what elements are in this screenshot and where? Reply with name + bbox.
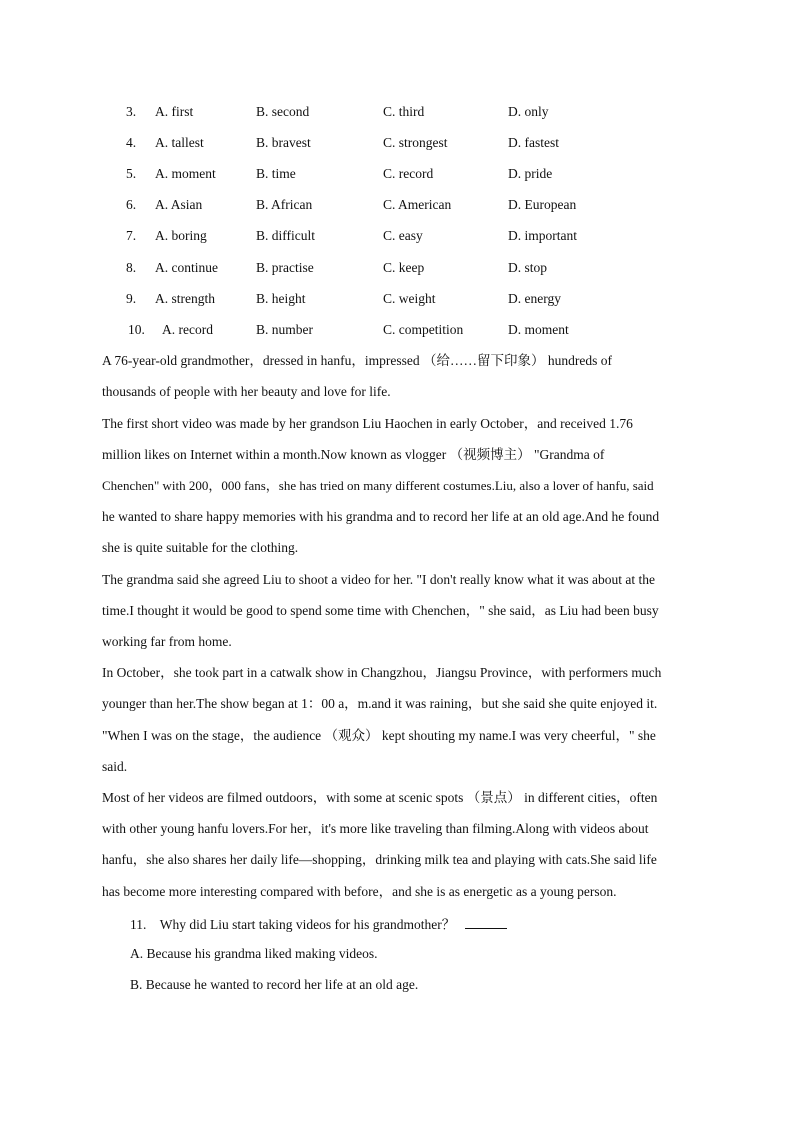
passage-line: time.I thought it would be good to spend some time with Chenchen，" she said，as Liu had been busy [102, 603, 659, 618]
question-11 [130, 914, 507, 934]
option-d: D. pride [508, 166, 553, 181]
option-a: A. Asian [155, 197, 203, 212]
option-c: C. competition [383, 322, 464, 337]
passage-line: he wanted to share happy memories with his grandma and to record her life at an old age.And he found [102, 509, 660, 524]
passage-line: The first short video was made by her grandson Liu Haochen in early October，and received 1.76 [102, 416, 633, 431]
option-c: C. American [383, 197, 452, 212]
passage-line: million likes on Internet within a month.Now known as vlogger （视频博主） "Grandma of [102, 447, 605, 462]
question-number: 7. [126, 228, 137, 243]
option-a: A. boring [155, 228, 207, 243]
option-d: D. fastest [508, 135, 559, 150]
option-d: D. stop [508, 260, 548, 275]
answer-option-b: B. Because he wanted to record her life at an old age. [130, 977, 419, 992]
option-a: A. moment [155, 166, 216, 181]
question-number: 8. [126, 260, 137, 275]
passage-line: working far from home. [102, 634, 232, 649]
answer-option-a: A. Because his grandma liked making videos. [130, 946, 378, 961]
option-b: B. height [256, 291, 306, 306]
option-c: C. keep [383, 260, 425, 275]
answer-blank[interactable] [465, 914, 507, 929]
passage-line: hanfu，she also shares her daily life—shopping，drinking milk tea and playing with cats.She said life [102, 852, 657, 867]
option-c: C. weight [383, 291, 436, 306]
option-c: C. easy [383, 228, 423, 243]
option-b: B. practise [256, 260, 314, 275]
passage-line: younger than her.The show began at 1：00 a，m.and it was raining，but she said she quite enjoyed it. [102, 696, 658, 711]
passage-line: Chenchen" with 200，000 fans，she has tried on many different costumes.Liu, also a lover of hanfu, said [102, 478, 654, 493]
option-d: D. energy [508, 291, 561, 306]
option-d: D. important [508, 228, 577, 243]
option-c: C. record [383, 166, 434, 181]
option-a: A. tallest [155, 135, 204, 150]
question-text: Why did Liu start taking videos for his grandmother？ [159, 917, 456, 932]
passage-line: Most of her videos are filmed outdoors，with some at scenic spots （景点） in different cities，often [102, 790, 658, 805]
option-b: B. bravest [256, 135, 311, 150]
question-number: 3. [126, 104, 137, 119]
option-a: A. continue [155, 260, 218, 275]
question-number: 5. [126, 166, 137, 181]
option-d: D. moment [508, 322, 569, 337]
option-b: B. number [256, 322, 313, 337]
question-number: 11. [130, 917, 147, 932]
option-a: A. record [162, 322, 213, 337]
option-d: D. only [508, 104, 549, 119]
option-b: B. African [256, 197, 313, 212]
passage-line: said. [102, 759, 128, 774]
option-a: A. strength [155, 291, 215, 306]
passage-line: In October，she took part in a catwalk show in Changzhou，Jiangsu Province，with performers much [102, 665, 662, 680]
passage-line: A 76-year-old grandmother，dressed in hanfu，impressed （给……留下印象） hundreds of [102, 353, 613, 368]
passage-line: with other young hanfu lovers.For her，it's more like traveling than filming.Along with videos about [102, 821, 649, 836]
option-b: B. time [256, 166, 296, 181]
option-d: D. European [508, 197, 577, 212]
option-c: C. strongest [383, 135, 448, 150]
option-b: B. second [256, 104, 310, 119]
question-number: 9. [126, 291, 137, 306]
passage-line: The grandma said she agreed Liu to shoot a video for her. "I don't really know what it was about at the [102, 572, 656, 587]
passage-line: she is quite suitable for the clothing. [102, 540, 299, 555]
option-b: B. difficult [256, 228, 315, 243]
passage-line: thousands of people with her beauty and love for life. [102, 384, 391, 399]
passage-line: has become more interesting compared with before，and she is as energetic as a young person. [102, 884, 617, 899]
question-number: 10. [128, 322, 145, 337]
question-number: 4. [126, 135, 137, 150]
option-a: A. first [155, 104, 194, 119]
option-c: C. third [383, 104, 425, 119]
question-number: 6. [126, 197, 137, 212]
passage-line: "When I was on the stage，the audience （观众） kept shouting my name.I was very cheerful，" she [102, 728, 656, 743]
